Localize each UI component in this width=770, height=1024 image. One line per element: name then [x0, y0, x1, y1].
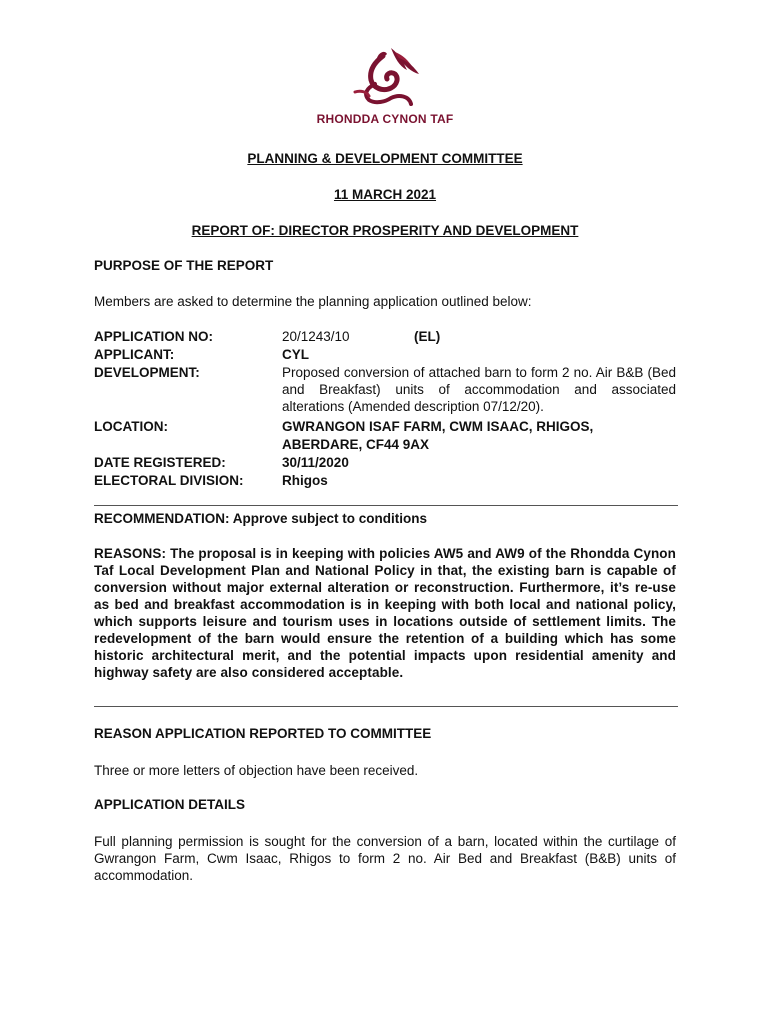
application-no-value: 20/1243/10	[282, 329, 350, 344]
officer-code: (EL)	[414, 329, 441, 344]
application-details-heading: APPLICATION DETAILS	[94, 797, 245, 812]
development-value: Proposed conversion of attached barn to form 2 no. Air B&B (Bed and Breakfast) units of accommodation and associated alterations (Amended description 07/12/20).	[282, 365, 676, 414]
applicant-value: CYL	[282, 347, 309, 362]
meeting-date: 11 MARCH 2021	[333, 187, 437, 202]
purpose-heading: PURPOSE OF THE REPORT	[94, 258, 274, 273]
recommendation: RECOMMENDATION: Approve subject to conditions	[94, 511, 427, 526]
application-details-text: Full planning permission is sought for the conversion of a barn, located within the curtilage of Gwrangon Farm, Cwm Isaac, Rhigos to form 2 no. Air Bed and Breakfast (B&B) units of accommodation.	[94, 834, 676, 883]
council-logo	[0, 44, 770, 134]
report-of: REPORT OF: DIRECTOR PROSPERITY AND DEVELOPMENT	[191, 223, 579, 238]
location-line-2: ABERDARE, CF44 9AX	[282, 437, 430, 452]
date-registered-label: DATE REGISTERED:	[94, 455, 226, 470]
electoral-division-value: Rhigos	[282, 473, 328, 488]
reasons-paragraph: REASONS: The proposal is in keeping with policies AW5 and AW9 of the Rhondda Cynon Taf Local Development Plan and National Policy in that, the existing barn is capable of conversion without major external alteration or reconstruction. Furthermore, it’s re-use as bed and breakfast accommodation is in keeping with both local and national policy, which supports leisure and tourism uses in locations outside of settlement limits. The redevelopment of the barn would ensure the retention of a building which has some historic architectural merit, and the potential impacts upon residential amenity and highway safety are also considered acceptable.	[94, 546, 676, 680]
location-label: LOCATION:	[94, 419, 168, 434]
purpose-text: Members are asked to determine the planning application outlined below:	[94, 294, 532, 309]
committee-title: PLANNING & DEVELOPMENT COMMITTEE	[247, 151, 523, 166]
date-registered-value: 30/11/2020	[282, 455, 349, 470]
dragon-emblem-icon	[325, 44, 445, 110]
applicant-label: APPLICANT:	[94, 347, 175, 362]
development-label: DEVELOPMENT:	[94, 365, 200, 380]
divider	[94, 706, 678, 707]
electoral-division-label: ELECTORAL DIVISION:	[94, 473, 244, 488]
divider	[94, 505, 678, 506]
application-no-label: APPLICATION NO:	[94, 329, 213, 344]
reason-reported-text: Three or more letters of objection have been received.	[94, 763, 419, 778]
reason-reported-heading: REASON APPLICATION REPORTED TO COMMITTEE	[94, 726, 432, 741]
council-name: RHONDDA CYNON TAF	[316, 112, 454, 126]
location-line-1: GWRANGON ISAF FARM, CWM ISAAC, RHIGOS,	[282, 419, 594, 434]
